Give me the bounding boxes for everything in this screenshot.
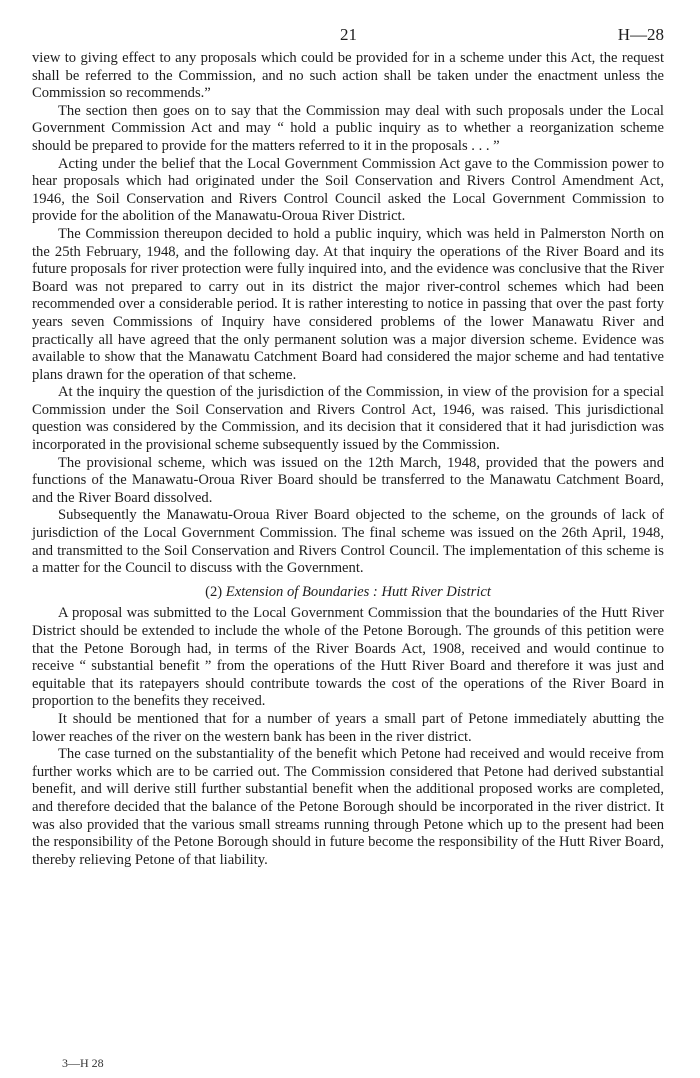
paragraph: Subsequently the Manawatu-Oroua River Board objected to the scheme, on the grounds of lack of jurisdiction of the Local Government Commission. The final scheme was issued on the 26th April, 1948, and transmitted to the Soil Conservation and Rivers Control Council. The implementation of this scheme is a matter for the Council to discuss with the Government. (32, 507, 664, 577)
signature-mark: 3—H 28 (62, 1056, 104, 1070)
paragraph: The case turned on the substantiality of the benefit which Petone had received and would receive from further works which are to be carried out. The Commission considered that Petone had derived substantial benefit, and will derive still further substantial benefit when the additional proposed works are completed, and therefore decided that the balance of the Petone Borough should be incorporated in the river district. It was also provided that the various small streams running through Petone which up to the present had been the responsibility of the Petone Borough should in future become the responsibility of the Hutt River Board, thereby relieving Petone of that liability. (32, 746, 664, 868)
section-number: (2) (205, 583, 223, 600)
section-heading (32, 584, 664, 602)
paragraph: Acting under the belief that the Local Government Commission Act gave to the Commission power to hear proposals which had originated under the Soil Conservation and Rivers Control Amendment Act, 1946, the Soil Conservation and Rivers Control Council asked the Local Government Commission to provide for the abolition of the Manawatu-Oroua River District. (32, 155, 664, 225)
paragraph: A proposal was submitted to the Local Government Commission that the boundaries of the Hutt River District should be extended to include the whole of the Petone Borough. The grounds of this petition were that the Petone Borough had, in terms of the River Boards Act, 1908, received and would continue to receive “ substantial benefit ” from the operations of the Hutt River Board and therefore it was just and equitable that its ratepayers should contribute towards the cost of the operations of the River Board in proportion to the benefits they received. (32, 605, 664, 710)
document-page (32, 26, 664, 869)
section-title: Extension of Boundaries : Hutt River District (225, 583, 491, 600)
paragraph: The section then goes on to say that the Commission may deal with such proposals under the Local Government Commission Act and may “ hold a public inquiry as to whether a reorganization scheme should be prepared to provide for the matters referred to it in the proposals . . . ” (32, 102, 664, 154)
paragraph: At the inquiry the question of the jurisdiction of the Commission, in view of the provision for a special Commission under the Soil Conservation and Rivers Control Act, 1946, was raised. This jurisdictional question was considered by the Commission, and its decision that it considered that it had jurisdiction was incorporated in the provisional scheme subsequently issued by the Commission. (32, 384, 664, 454)
paragraph: The provisional scheme, which was issued on the 12th March, 1948, provided that the powers and functions of the Manawatu-Oroua River Board should be transferred to the Manawatu Catchment Board, and the River Board dissolved. (32, 454, 664, 506)
document-reference: H—28 (617, 25, 664, 44)
page-number: 21 (340, 25, 357, 44)
paragraph: It should be mentioned that for a number of years a small part of Petone immediately abutting the lower reaches of the river on the western bank has been in the river district. (32, 710, 664, 745)
paragraph: The Commission thereupon decided to hold a public inquiry, which was held in Palmerston North on the 25th February, 1948, and the following day. At that inquiry the operations of the River Board and its future proposals for river protection were fully inquired into, and the evidence was conclusive that the River Board was not prepared to carry out in its district the major river-control schemes which had been recommended over a considerable period. It is rather interesting to notice in passing that over the past forty years seven Commissions of Inquiry have considered problems of the lower Manawatu River and practically all have agreed that the only permanent solution was a major diversion scheme. Evidence was available to show that the Manawatu Catchment Board had considered the major scheme and had tentative plans drawn for the operation of that scheme. (32, 225, 664, 383)
paragraph: view to giving effect to any proposals which could be provided for in a scheme under this Act, the request shall be referred to the Commission, and no such action shall be taken under the enactment unless the Commission so recommends.” (32, 50, 664, 102)
page-header (32, 26, 664, 50)
